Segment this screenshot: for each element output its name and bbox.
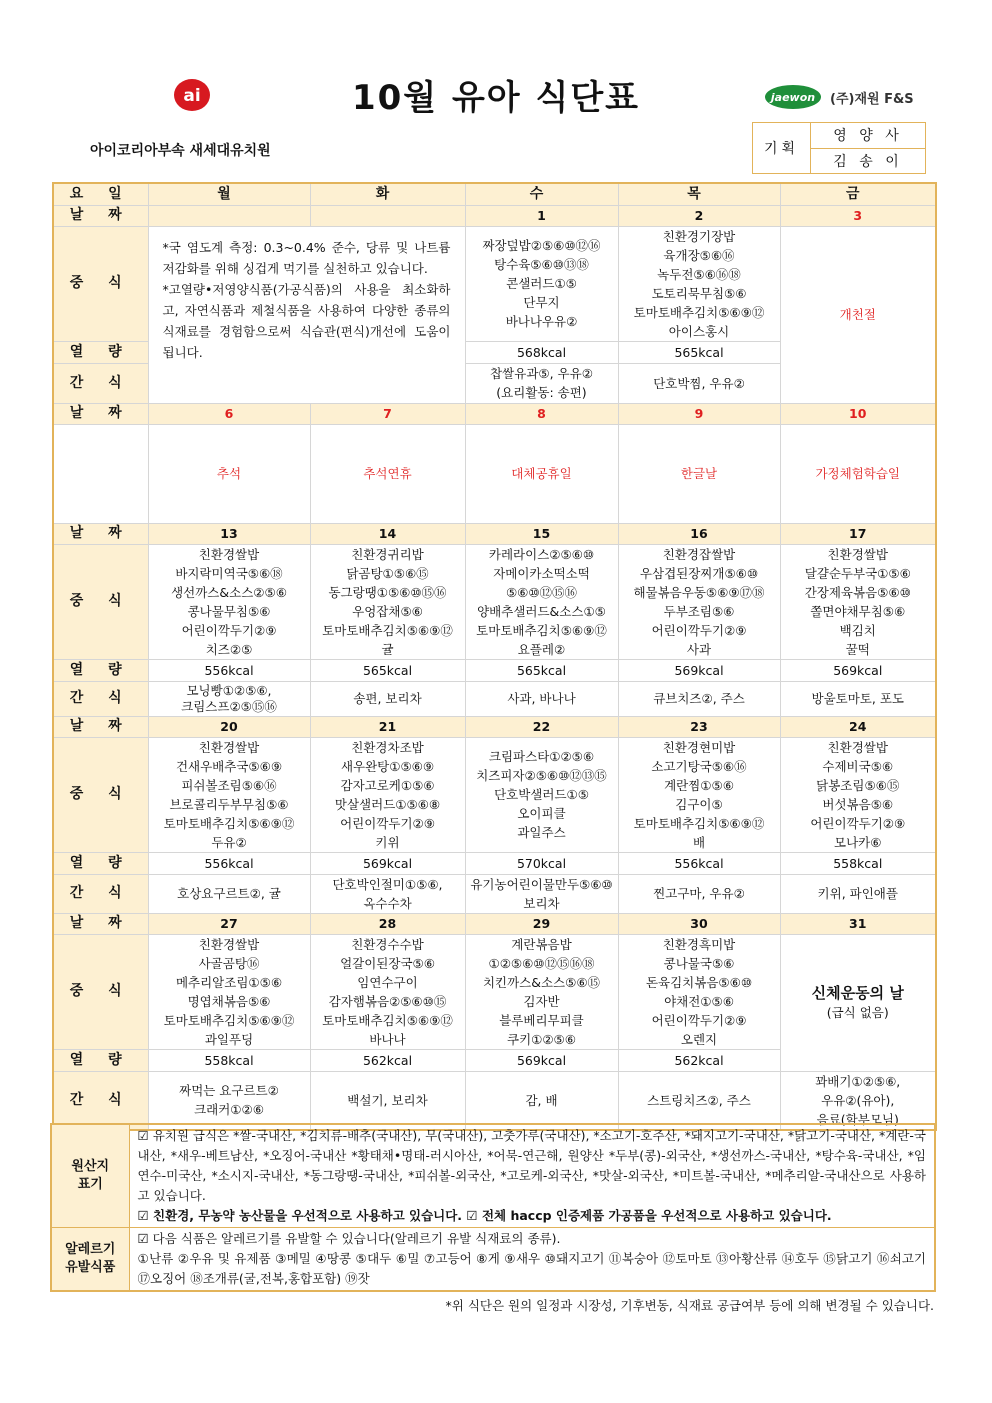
pe-day-title: 신체운동의 날: [811, 983, 904, 1002]
snack-cell: 찹쌀유과⑤, 우유② (요리활동: 송편): [465, 363, 618, 403]
lunch-menu: 친환경귀리밥 닭곰탕①⑤⑥⑮ 동그랑땡①⑤⑥⑩⑮⑯ 우엉잡채⑤⑥ 토마토배추김치⑤⑥⑨⑫ 귤: [310, 544, 465, 659]
date-cell: 15: [465, 523, 618, 544]
jaewon-logo-text: jaewon: [770, 91, 816, 104]
holiday-name: 추석: [148, 424, 310, 523]
snack-cell: 단호박찜, 우유②: [618, 363, 780, 403]
page-title: 10월 유아 식단표: [351, 78, 641, 118]
info-table: [50, 1123, 936, 1292]
holiday-name: 가정체험학습일: [780, 424, 936, 523]
pe-day-cell: [780, 934, 936, 1071]
jaewon-logo: [764, 84, 822, 110]
lunch-label: 중 식: [53, 934, 148, 1049]
lunch-label: 중 식: [53, 544, 148, 659]
snack-label: 간 식: [53, 874, 148, 913]
weekday-thu: 목: [618, 183, 780, 205]
origin-text-bold: ☑ 친환경, 무농약 농산물을 우선적으로 사용하고 있습니다. ☑ 전체 haccp 인증제품 가공품을 우선적으로 사용하고 있습니다.: [137, 1208, 832, 1223]
lunch-menu: 친환경쌀밥 사골곰탕⑯ 메추리알조림①⑤⑥ 명엽채볶음⑤⑥ 토마토배추김치⑤⑥⑨⑫ 과일푸딩: [148, 934, 310, 1049]
calories-cell: 562kcal: [310, 1049, 465, 1071]
date-cell: 23: [618, 716, 780, 737]
date-cell-holiday: 8: [465, 403, 618, 424]
allergy-cell: [129, 1228, 935, 1292]
snack-label: 간 식: [53, 681, 148, 716]
date-cell-holiday: 6: [148, 403, 310, 424]
nutrition-notice: *국 염도계 측정: 0.3~0.4% 준수, 당류 및 나트륨 저감화를 위해 싱겁게 먹기를 실천하고 있습니다. *고열량•저영양식품(가공식품)의 사용을 최소화하고, 자연식품과 제철식품을 사용하여 다양한 종류의 식재료를 경험함으로써 식습관(편식)개선에 도움이 됩니다.: [148, 226, 465, 403]
date-cell: 2: [618, 205, 780, 226]
lunch-menu: 친환경차조밥 새우완탕①⑤⑥⑨ 감자고로케①⑤⑥ 맛살샐러드①⑤⑥⑧ 어린이깍두기②⑨ 키위: [310, 737, 465, 852]
date-cell-holiday: 10: [780, 403, 936, 424]
empty-label: [53, 424, 148, 523]
school-name: 아이코리아부속 새세대유치원: [90, 143, 271, 159]
calories-label: 열 량: [53, 659, 148, 681]
date-cell-holiday: 9: [618, 403, 780, 424]
lunch-menu: 친환경흑미밥 콩나물국⑤⑥ 돈육김치볶음⑤⑥⑩ 야채전①⑤⑥ 어린이깍두기②⑨ 오렌지: [618, 934, 780, 1049]
calories-cell: 569kcal: [618, 659, 780, 681]
calories-cell: 556kcal: [618, 852, 780, 874]
snack-cell: 큐브치즈②, 주스: [618, 681, 780, 716]
allergy-label: 알레르기 유발식품: [51, 1228, 129, 1292]
lunch-menu: 친환경쌀밥 달걀순두부국①⑤⑥ 간장제육볶음⑤⑥⑩ 쫄면야채무침⑤⑥ 백김치 꿀떡: [780, 544, 936, 659]
calories-cell: 556kcal: [148, 852, 310, 874]
date-cell: [148, 205, 310, 226]
snack-cell: 백설기, 보리차: [310, 1071, 465, 1130]
calories-label: 열 량: [53, 852, 148, 874]
calories-cell: 569kcal: [310, 852, 465, 874]
origin-text: ☑ 유치원 급식은 *쌀-국내산, *김치류-배추(국내산), 무(국내산), 고춧가루(국내산), *소고기-호주산, *돼지고기-국내산, *닭고기-국내산, *계란-국내산, *새우-베트남산, *오징어-국내산 *황태채•명태-러시아산, *어묵-연근해, 원양산 *두부(콩)-외국산, *생선까스-국내산, *탕수육-국내산, *임연수-미국산, *소시지-국내산, *동그랑땡-국내산, *피쉬볼-외국산, *고로케-외국산, *맛살-외국산, *미트볼-국내산, *메추리알-국내산으로 사용하고 있습니다.: [137, 1128, 926, 1203]
snack-cell: 짜먹는 요구르트② 크래커①②⑥: [148, 1071, 310, 1130]
calories-label: 열 량: [53, 341, 148, 363]
calories-cell: 565kcal: [618, 341, 780, 363]
snack-cell: 호상요구르트②, 귤: [148, 874, 310, 913]
date-label: 날 짜: [53, 205, 148, 226]
calories-cell: 565kcal: [465, 659, 618, 681]
lunch-menu: 친환경수수밥 얼갈이된장국⑤⑥ 임연수구이 감자햄볶음②⑤⑥⑩⑮ 토마토배추김치⑤⑥⑨⑫ 바나나: [310, 934, 465, 1049]
date-cell: 17: [780, 523, 936, 544]
calories-cell: 558kcal: [148, 1049, 310, 1071]
approval-box: [752, 122, 926, 174]
date-cell-holiday: 7: [310, 403, 465, 424]
date-cell: 21: [310, 716, 465, 737]
snack-cell: 모닝빵①②⑤⑥, 크림스프②⑤⑮⑯: [148, 681, 310, 716]
origin-label: 원산지 표기: [51, 1124, 129, 1228]
lunch-menu: 카레라이스②⑤⑥⑩ 자메이카소떡소떡 ⑤⑥⑩⑫⑮⑯ 양배추샐러드&소스①⑤ 토마토배추김치⑤⑥⑨⑫ 요플레②: [465, 544, 618, 659]
date-cell: 13: [148, 523, 310, 544]
date-label: 날 짜: [53, 913, 148, 934]
snack-label: 간 식: [53, 1071, 148, 1130]
weekday-mon: 월: [148, 183, 310, 205]
company-name: (주)재원 F&S: [830, 92, 914, 107]
lunch-menu: 친환경쌀밥 수제비국⑤⑥ 닭봉조림⑤⑥⑮ 버섯볶음⑤⑥ 어린이깍두기②⑨ 모나카⑥: [780, 737, 936, 852]
date-cell: 24: [780, 716, 936, 737]
origin-cell: [129, 1124, 935, 1228]
calories-cell: 570kcal: [465, 852, 618, 874]
snack-cell: 단호박인절미①⑤⑥, 옥수수차: [310, 874, 465, 913]
calories-cell: 569kcal: [465, 1049, 618, 1071]
lunch-menu: 친환경기장밥 육개장⑤⑥⑯ 녹두전⑤⑥⑯⑱ 도토리묵무침⑤⑥ 토마토배추김치⑤⑥⑨⑫ 아이스홍시: [618, 226, 780, 341]
plan-label: 기획: [753, 123, 811, 174]
menu-table: [52, 182, 937, 1131]
lunch-menu: 짜장덮밥②⑤⑥⑩⑫⑯ 탕수육⑤⑥⑩⑬⑱ 콘샐러드①⑤ 단무지 바나나우유②: [465, 226, 618, 341]
lunch-label: 중 식: [53, 226, 148, 341]
holiday-name: 추석연휴: [310, 424, 465, 523]
calories-label: 열 량: [53, 1049, 148, 1071]
pe-day-note: (급식 없음): [826, 1004, 889, 1020]
date-cell: 20: [148, 716, 310, 737]
plan-name: 김 송 이: [811, 148, 926, 174]
holiday-name: 개천절: [780, 226, 936, 403]
holiday-name: 한글날: [618, 424, 780, 523]
date-cell: 1: [465, 205, 618, 226]
calories-cell: 565kcal: [310, 659, 465, 681]
holiday-name: 대체공휴일: [465, 424, 618, 523]
date-label: 날 짜: [53, 716, 148, 737]
lunch-menu: 친환경쌀밥 바지락미역국⑤⑥⑱ 생선까스&소스②⑤⑥ 콩나물무침⑤⑥ 어린이깍두기②⑨ 치즈②⑤: [148, 544, 310, 659]
date-label: 날 짜: [53, 403, 148, 424]
date-label: 날 짜: [53, 523, 148, 544]
date-cell: 16: [618, 523, 780, 544]
calories-cell: 558kcal: [780, 852, 936, 874]
ai-logo-text: ai: [183, 86, 201, 106]
lunch-menu: 친환경잡쌀밥 우삼겹된장찌개⑤⑥⑩ 해물볶음우동⑤⑥⑨⑰⑱ 두부조림⑤⑥ 어린이깍두기②⑨ 사과: [618, 544, 780, 659]
calories-cell: 562kcal: [618, 1049, 780, 1071]
allergy-list: ①난류 ②우유 및 유제품 ③메밀 ④땅콩 ⑤대두 ⑥밀 ⑦고등어 ⑧게 ⑨새우 ⑩돼지고기 ⑪복숭아 ⑫토마토 ⑬아황산류 ⑭호두 ⑮닭고기 ⑯쇠고기 ⑰오징어 ⑱조개류(굴,전복,홍합포함) ⑲잣: [137, 1251, 926, 1286]
lunch-menu: 크림파스타①②⑤⑥ 치즈피자②⑤⑥⑩⑫⑬⑮ 단호박샐러드①⑤ 오이피클 과일주스: [465, 737, 618, 852]
lunch-menu: 친환경쌀밥 건새우배추국⑤⑥⑨ 피쉬볼조림⑤⑥⑯ 브로콜리두부무침⑤⑥ 토마토배추김치⑤⑥⑨⑫ 두유②: [148, 737, 310, 852]
weekday-fri: 금: [780, 183, 936, 205]
date-cell: 31: [780, 913, 936, 934]
weekday-label: 요 일: [53, 183, 148, 205]
snack-cell: 감, 배: [465, 1071, 618, 1130]
snack-cell: 찐고구마, 우유②: [618, 874, 780, 913]
lunch-label: 중 식: [53, 737, 148, 852]
date-cell-holiday: 3: [780, 205, 936, 226]
snack-cell: 스트링치즈②, 주스: [618, 1071, 780, 1130]
snack-cell: 송편, 보리차: [310, 681, 465, 716]
plan-role: 영 양 사: [811, 123, 926, 149]
calories-cell: 556kcal: [148, 659, 310, 681]
date-cell: 14: [310, 523, 465, 544]
date-cell: 27: [148, 913, 310, 934]
snack-cell: 사과, 바나나: [465, 681, 618, 716]
date-cell: [310, 205, 465, 226]
weekday-wed: 수: [465, 183, 618, 205]
snack-label: 간 식: [53, 363, 148, 403]
allergy-intro: ☑ 다음 식품은 알레르기를 유발할 수 있습니다(알레르기 유발 식재료의 종류).: [137, 1231, 561, 1246]
calories-cell: 569kcal: [780, 659, 936, 681]
date-cell: 22: [465, 716, 618, 737]
snack-cell: 꽈배기①②⑤⑥, 우유②(유아), 음료(학부모님): [780, 1071, 936, 1130]
lunch-menu: 친환경현미밥 소고기탕국⑤⑥⑯ 계란찜①⑤⑥ 김구이⑤ 토마토배추김치⑤⑥⑨⑫ 배: [618, 737, 780, 852]
weekday-tue: 화: [310, 183, 465, 205]
calories-cell: 568kcal: [465, 341, 618, 363]
footer-note: *위 식단은 원의 일정과 시장성, 기후변동, 식재료 공급여부 등에 의해 변경될 수 있습니다.: [445, 1298, 934, 1313]
snack-cell: 방울토마토, 포도: [780, 681, 936, 716]
date-cell: 29: [465, 913, 618, 934]
lunch-menu: 계란볶음밥 ①②⑤⑥⑩⑫⑮⑯⑱ 치킨까스&소스⑤⑥⑮ 김자반 블루베리무피클 쿠키①②⑤⑥: [465, 934, 618, 1049]
snack-cell: 유기농어린이물만두⑤⑥⑩ 보리차: [465, 874, 618, 913]
date-cell: 28: [310, 913, 465, 934]
snack-cell: 키위, 파인애플: [780, 874, 936, 913]
date-cell: 30: [618, 913, 780, 934]
